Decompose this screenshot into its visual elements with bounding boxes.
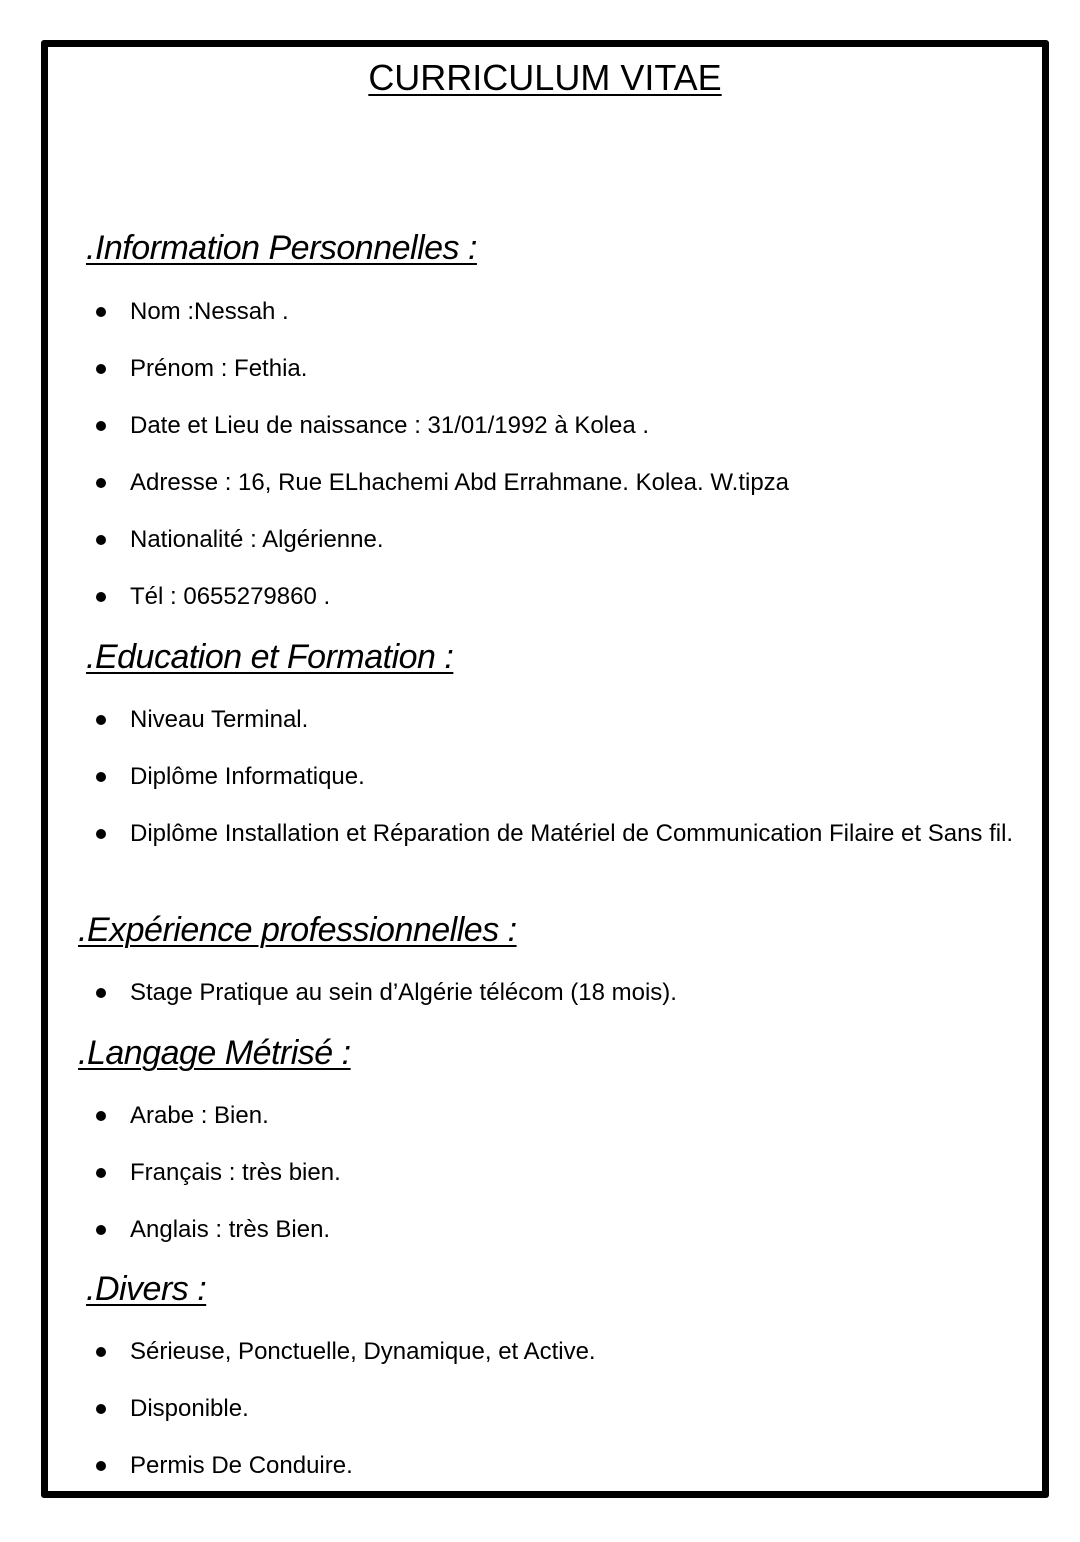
item-text: Sérieuse, Ponctuelle, Dynamique, et Active.: [130, 1338, 596, 1365]
item-text: Permis De Conduire.: [130, 1452, 353, 1479]
section-heading-education: .Education et Formation :: [86, 638, 454, 676]
list-item: [96, 350, 1016, 387]
list-item: [96, 974, 1016, 1011]
bullet-icon: [96, 829, 106, 839]
list-item: [96, 464, 1016, 501]
list-item: [96, 1211, 1016, 1248]
bullet-icon: [96, 772, 106, 782]
item-text: Arabe : Bien.: [130, 1102, 269, 1129]
bullet-icon: [96, 307, 106, 317]
item-text: Niveau Terminal.: [130, 706, 309, 733]
bullet-icon: [96, 1225, 106, 1235]
item-text: Nationalité : Algérienne.: [130, 526, 384, 553]
item-text: Nom :Nessah .: [130, 298, 289, 325]
list-item: [96, 1390, 1016, 1427]
bullet-icon: [96, 1461, 106, 1471]
section-heading-experience: .Expérience professionnelles :: [78, 911, 517, 949]
bullet-icon: [96, 478, 106, 488]
page-title: CURRICULUM VITAE: [368, 57, 722, 98]
section-heading-languages: .Langage Métrisé :: [78, 1034, 351, 1072]
item-text: Adresse : 16, Rue ELhachemi Abd Errahmane. Kolea. W.tipza: [130, 469, 790, 496]
section-heading-personal: .Information Personnelles :: [86, 229, 477, 267]
bullet-icon: [96, 1168, 106, 1178]
bullet-icon: [96, 592, 106, 602]
bullet-icon: [96, 988, 106, 998]
item-text: Diplôme Informatique.: [130, 763, 365, 790]
item-text: Tél : 0655279860 .: [130, 583, 331, 610]
item-text: Stage Pratique au sein d’Algérie télécom (18 mois).: [130, 979, 677, 1006]
list-item: [96, 578, 1016, 615]
bullet-icon: [96, 715, 106, 725]
item-text: Date et Lieu de naissance : 31/01/1992 à Kolea .: [130, 412, 650, 439]
item-text: Diplôme Installation et Réparation de Matériel de Communication Filaire et Sans fil.: [130, 820, 1014, 847]
list-item: [96, 1154, 1016, 1191]
bullet-icon: [96, 1347, 106, 1357]
list-item: [96, 407, 1016, 444]
list-item: [96, 701, 1016, 738]
bullet-icon: [96, 535, 106, 545]
list-item: [96, 1447, 1016, 1484]
list-item: [96, 815, 1016, 852]
list-item: [96, 521, 1016, 558]
list-item: [96, 1333, 1016, 1370]
list-item: [96, 758, 1016, 795]
item-text: Disponible.: [130, 1395, 249, 1422]
item-text: Français : très bien.: [130, 1159, 341, 1186]
item-text: Anglais : très Bien.: [130, 1216, 331, 1243]
list-item: [96, 1097, 1016, 1134]
bullet-icon: [96, 1111, 106, 1121]
bullet-icon: [96, 1404, 106, 1414]
bullet-icon: [96, 421, 106, 431]
item-text: Prénom : Fethia.: [130, 355, 308, 382]
list-item: [96, 293, 1016, 330]
bullet-icon: [96, 364, 106, 374]
section-heading-misc: .Divers :: [86, 1270, 207, 1308]
